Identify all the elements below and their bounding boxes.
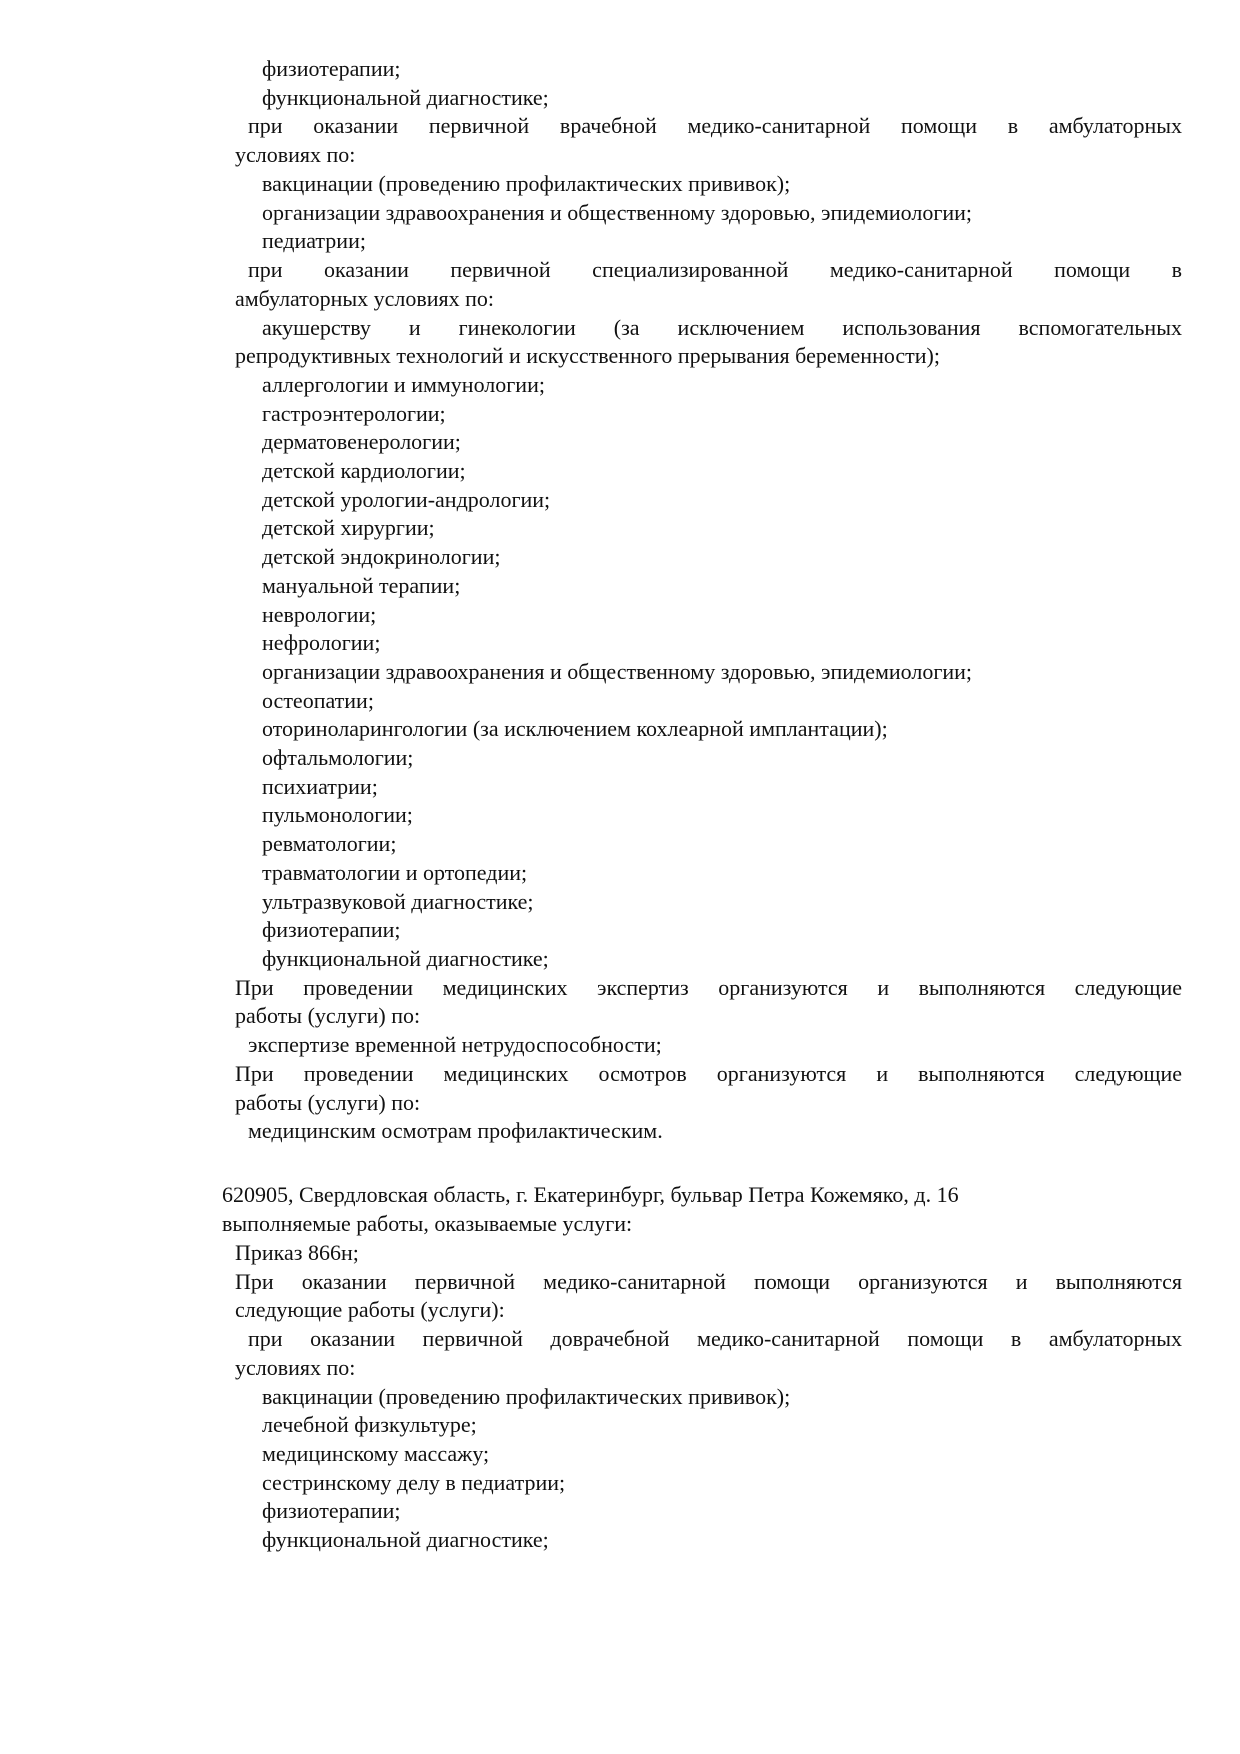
text-line: дерматовенерологии; (262, 429, 461, 454)
text-line: при оказании первичной специализированной медико-санитарной помощи в (248, 257, 1182, 282)
text-line: функциональной диагностике; (262, 1527, 549, 1552)
text-line: гастроэнтерологии; (262, 401, 446, 426)
text-line: при оказании первичной доврачебной медико-санитарной помощи в амбулаторных (248, 1326, 1182, 1351)
text-line: ультразвуковой диагностике; (262, 889, 534, 914)
text-line: лечебной физкультуре; (262, 1412, 477, 1437)
text-line: физиотерапии; (262, 917, 401, 942)
text-line: медицинским осмотрам профилактическим. (248, 1118, 663, 1143)
text-line: мануальной терапии; (262, 573, 461, 598)
text-line: При проведении медицинских осмотров организуются и выполняются следующие (235, 1061, 1182, 1086)
text-line: При проведении медицинских экспертиз организуются и выполняются следующие (235, 975, 1182, 1000)
text-line: следующие работы (услуги): (235, 1297, 505, 1322)
text-line: репродуктивных технологий и искусственного прерывания беременности); (235, 343, 940, 368)
text-line: условиях по: (235, 142, 356, 167)
text-line: При оказании первичной медико-санитарной помощи организуются и выполняются (235, 1269, 1182, 1294)
text-line: психиатрии; (262, 774, 378, 799)
text-line: детской урологии-андрологии; (262, 487, 551, 512)
text-line: детской кардиологии; (262, 458, 466, 483)
text-line: травматологии и ортопедии; (262, 860, 528, 885)
text-line: ревматологии; (262, 831, 397, 856)
text-line: детской эндокринологии; (262, 544, 501, 569)
text-line: физиотерапии; (262, 1498, 401, 1523)
text-line: детской хирургии; (262, 515, 435, 540)
text-line: выполняемые работы, оказываемые услуги: (222, 1211, 633, 1236)
text-line: организации здравоохранения и общественному здоровью, эпидемиологии; (262, 200, 973, 225)
text-line: вакцинации (проведению профилактических прививок); (262, 171, 791, 196)
text-line: амбулаторных условиях по: (235, 286, 495, 311)
text-line: нефрологии; (262, 630, 381, 655)
text-line: неврологии; (262, 602, 377, 627)
text-line: оториноларингологии (за исключением кохлеарной имплантации); (262, 716, 888, 741)
text-line: организации здравоохранения и общественному здоровью, эпидемиологии; (262, 659, 973, 684)
text-line: функциональной диагностике; (262, 946, 549, 971)
text-line: физиотерапии; (262, 56, 401, 81)
text-line: остеопатии; (262, 688, 374, 713)
text-line: педиатрии; (262, 228, 366, 253)
text-line: медицинскому массажу; (262, 1441, 490, 1466)
text-line: вакцинации (проведению профилактических прививок); (262, 1384, 791, 1409)
text-line: Приказ 866н; (235, 1240, 359, 1265)
text-line: работы (услуги) по: (235, 1090, 421, 1115)
text-line: аллергологии и иммунологии; (262, 372, 545, 397)
text-line: сестринскому делу в педиатрии; (262, 1470, 566, 1495)
address-line: 620905, Свердловская область, г. Екатеринбург, бульвар Петра Кожемяко, д. 16 (222, 1182, 959, 1207)
text-line: при оказании первичной врачебной медико-санитарной помощи в амбулаторных (248, 113, 1182, 138)
text-line: экспертизе временной нетрудоспособности; (248, 1032, 662, 1057)
text-line: работы (услуги) по: (235, 1003, 421, 1028)
text-line: акушерству и гинекологии (за исключением использования вспомогательных (262, 315, 1182, 340)
text-line: функциональной диагностике; (262, 85, 549, 110)
text-line: пульмонологии; (262, 802, 413, 827)
text-line: офтальмологии; (262, 745, 414, 770)
text-line: условиях по: (235, 1355, 356, 1380)
